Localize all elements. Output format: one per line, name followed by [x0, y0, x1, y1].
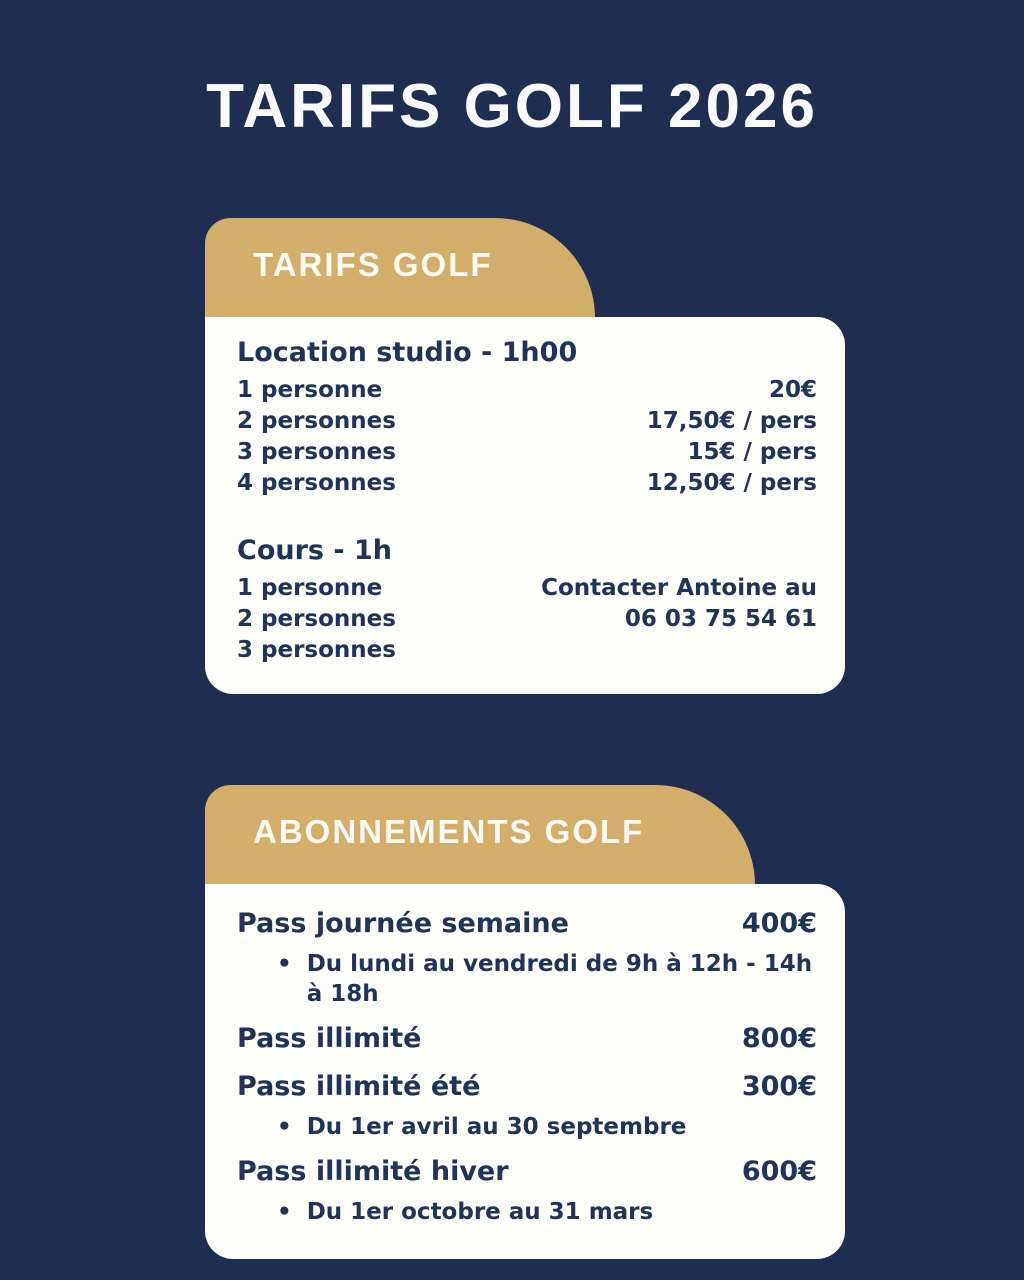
- pass-note-text: Du lundi au vendredi de 9h à 12h - 14h à 18h: [306, 951, 813, 1007]
- bullet-icon: •: [277, 951, 292, 977]
- pass-illimite-ete-item: [237, 1069, 817, 1142]
- pass-note: [237, 949, 817, 1009]
- row-label: 3 personnes: [237, 439, 396, 465]
- pass-illimite-item: [237, 1021, 817, 1057]
- abo-row: [237, 1021, 817, 1057]
- abonnements-golf-card: [205, 785, 845, 1259]
- pass-label: Pass illimité été: [237, 1071, 481, 1102]
- row-label: 1 personne: [237, 575, 383, 601]
- pass-price: 600€: [741, 1156, 817, 1187]
- pass-illimite-hiver-item: [237, 1154, 817, 1227]
- tarifs-golf-tab-label: TARIFS GOLF: [253, 246, 493, 283]
- abonnements-golf-card-body: [205, 884, 845, 1259]
- abonnements-golf-tab-label: ABONNEMENTS GOLF: [253, 813, 645, 850]
- bullet-icon: •: [277, 1199, 292, 1225]
- row-label: 3 personnes: [237, 637, 396, 663]
- abo-row: [237, 1069, 817, 1105]
- tarifs-golf-tab: [205, 218, 595, 318]
- pass-note: [237, 1197, 817, 1227]
- abo-row: [237, 1154, 817, 1190]
- row-label: 4 personnes: [237, 470, 396, 496]
- pass-price: 800€: [741, 1023, 817, 1054]
- pass-label: Pass journée semaine: [237, 908, 569, 939]
- pass-journee-semaine-item: [237, 906, 817, 1009]
- price-row: [237, 375, 817, 406]
- pass-note-text: Du 1er octobre au 31 mars: [306, 1199, 654, 1225]
- price-row: [237, 573, 817, 604]
- pass-price: 300€: [741, 1071, 817, 1102]
- location-studio-section: [237, 335, 817, 499]
- price-row: [237, 406, 817, 437]
- pass-label: Pass illimité: [237, 1023, 422, 1054]
- row-value: 12,50€ / pers: [646, 470, 817, 496]
- page-title: TARIFS GOLF 2026: [206, 72, 818, 141]
- row-label: 2 personnes: [237, 408, 396, 434]
- price-row: [237, 635, 817, 666]
- price-row: [237, 468, 817, 499]
- pass-label: Pass illimité hiver: [237, 1156, 509, 1187]
- phone-number: 06 03 75 54 61: [624, 606, 817, 632]
- cours-section: [237, 533, 817, 666]
- abo-row: [237, 906, 817, 942]
- price-row: [237, 604, 817, 635]
- row-label: 1 personne: [237, 377, 383, 403]
- cours-heading: Cours - 1h: [237, 535, 392, 566]
- row-label: 2 personnes: [237, 606, 396, 632]
- pass-note: [237, 1112, 817, 1142]
- tarifs-golf-card-body: [205, 317, 845, 694]
- contact-text: Contacter Antoine au: [541, 575, 817, 601]
- price-row: [237, 437, 817, 468]
- row-value: 20€: [768, 377, 817, 403]
- location-studio-heading: Location studio - 1h00: [237, 337, 578, 368]
- bullet-icon: •: [277, 1114, 292, 1140]
- pass-price: 400€: [741, 908, 817, 939]
- tarifs-golf-card: [205, 218, 845, 694]
- abonnements-golf-tab: [205, 785, 755, 885]
- row-value: 15€ / pers: [687, 439, 817, 465]
- pass-note-text: Du 1er avril au 30 septembre: [306, 1114, 687, 1140]
- row-value: 17,50€ / pers: [646, 408, 817, 434]
